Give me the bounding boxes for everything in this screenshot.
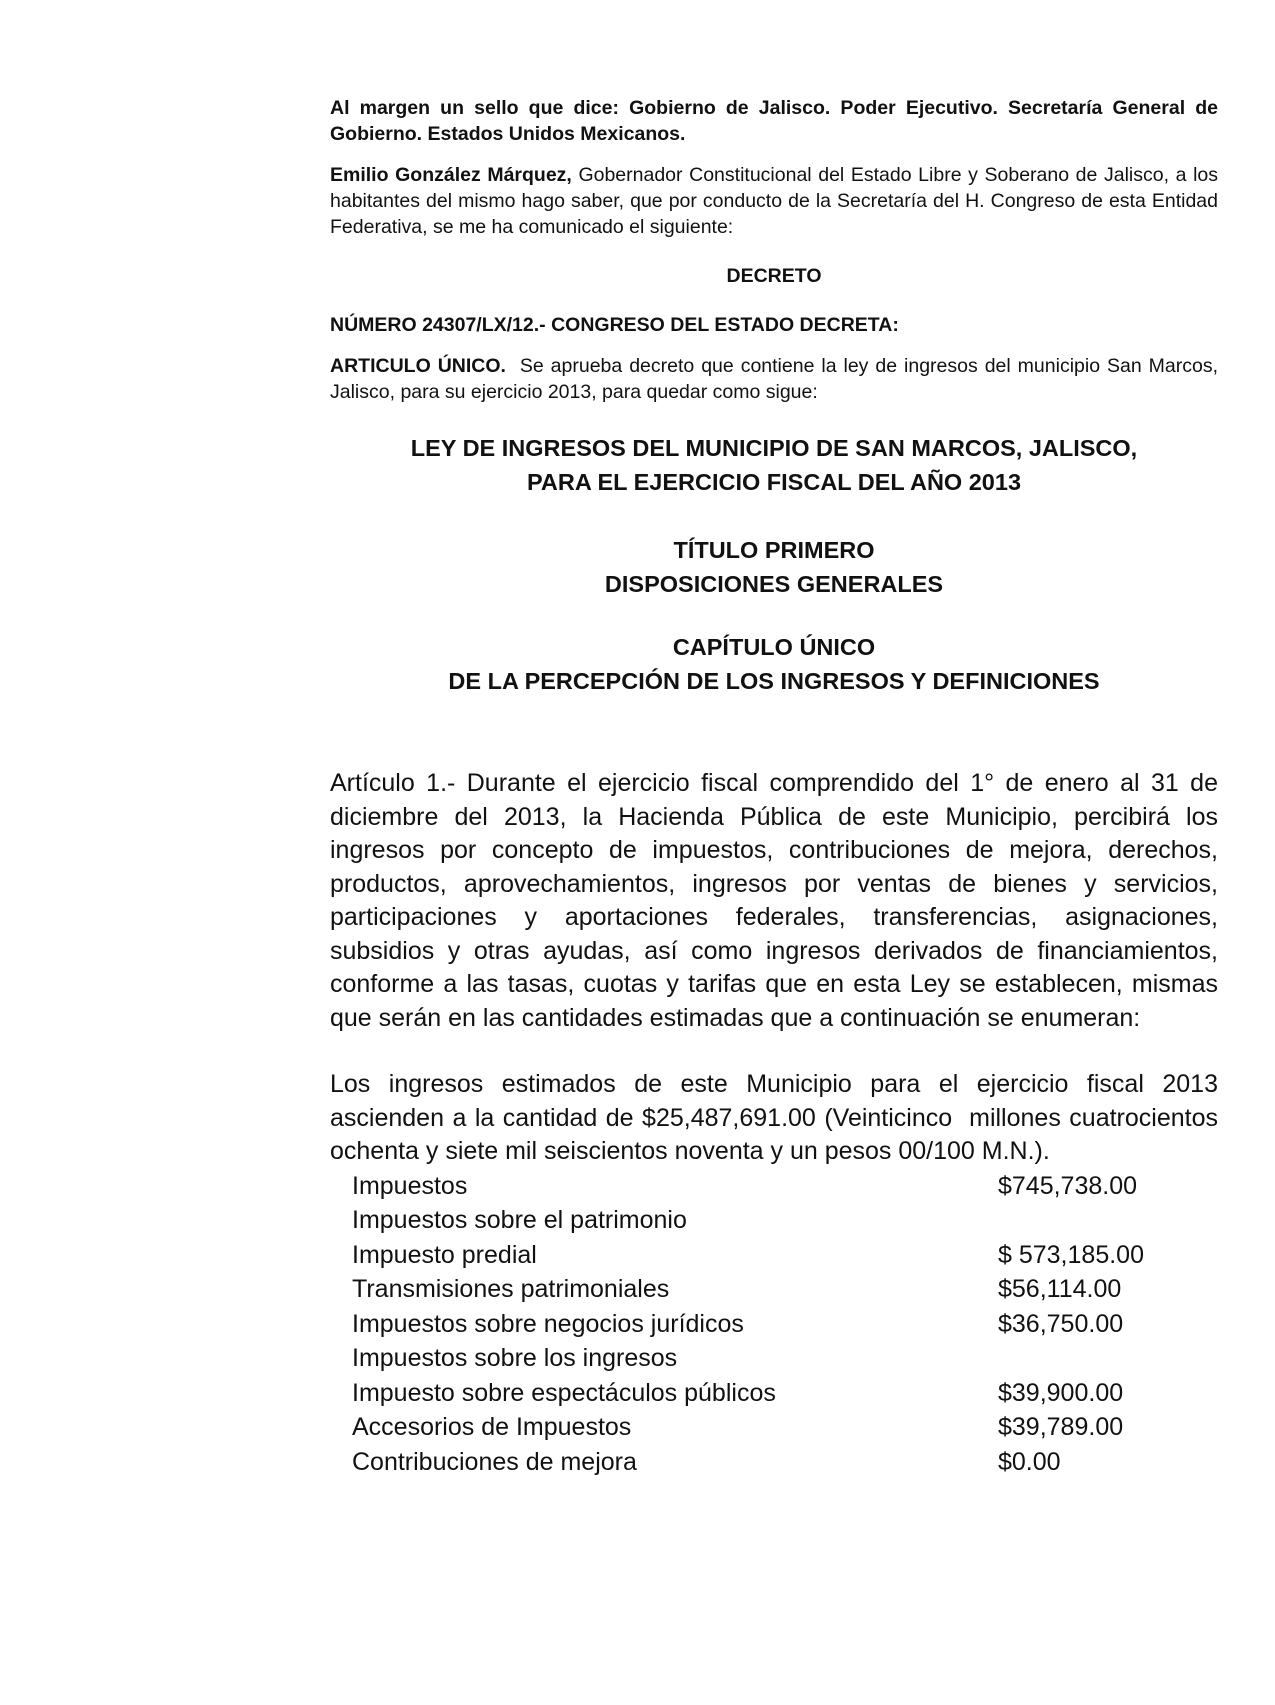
single-article: [330, 353, 1224, 405]
income-item-label: Impuestos sobre el patrimonio: [352, 1206, 687, 1234]
income-item: [330, 1272, 1218, 1307]
income-item-amount: $36,750.00: [998, 1309, 1124, 1338]
governor-name: Emilio González Márquez,: [330, 164, 572, 186]
income-list: [330, 1169, 1218, 1480]
income-item-amount: $0.00: [998, 1447, 1061, 1476]
title-heading: [330, 533, 1218, 601]
title-heading-line-2: DISPOSICIONES GENERALES: [604, 571, 944, 597]
decree-number: NÚMERO 24307/LX/12.- CONGRESO DEL ESTADO DECRETA:: [330, 314, 899, 336]
law-title-line-2: PARA EL EJERCICIO FISCAL DEL AÑO 2013: [526, 469, 1022, 495]
income-item-label: Accesorios de Impuestos: [352, 1413, 632, 1441]
stamp-note: Al margen un sello que dice: Gobierno de Jalisco. Poder Ejecutivo. Secretaría General de Gobierno. Estados Unidos Mexicanos.: [330, 97, 1218, 145]
income-item: [330, 1203, 1218, 1238]
chapter-heading-line-1: CAPÍTULO ÚNICO: [672, 634, 876, 660]
income-item-label: Impuestos sobre los ingresos: [352, 1344, 678, 1372]
income-item-amount: $ 573,185.00: [998, 1240, 1144, 1269]
income-item-amount: $39,789.00: [998, 1413, 1124, 1441]
law-title: [330, 431, 1218, 499]
income-item: [330, 1169, 1218, 1204]
income-item-label: Impuestos sobre negocios jurídicos: [352, 1309, 744, 1338]
chapter-heading-line-2: DE LA PERCEPCIÓN DE LOS INGRESOS Y DEFINICIONES: [448, 668, 1100, 694]
income-item-label: Impuesto predial: [352, 1240, 537, 1269]
document-page: [330, 95, 1225, 1479]
title-heading-line-1: TÍTULO PRIMERO: [673, 537, 875, 563]
income-item: [330, 1445, 1218, 1480]
income-item-amount: $745,738.00: [998, 1171, 1138, 1200]
estimated-income-paragraph: Los ingresos estimados de este Municipio para el ejercicio fiscal 2013 ascienden a la cantidad de $25,487,691.00 (Veinticinco millones cuatrocientos ochenta y siete mil seiscientos noventa y un pesos 00/100 M.N.).: [330, 1070, 1225, 1165]
income-item-label: Impuesto sobre espectáculos públicos: [352, 1378, 776, 1407]
income-item: [330, 1410, 1218, 1445]
income-item: [330, 1376, 1218, 1411]
single-article-text: Se aprueba decreto que contiene la ley de ingresos del municipio San Marcos, Jalisco, para su ejercicio 2013, para quedar como sigue:: [330, 355, 1224, 403]
chapter-heading: [330, 630, 1218, 698]
income-item: [330, 1307, 1218, 1342]
single-article-label: ARTICULO ÚNICO.: [330, 355, 506, 377]
preamble-text: Gobernador Constitucional del Estado Libre y Soberano de Jalisco, a los habitantes del mismo hago saber, que por conducto de la Secretaría del H. Congreso de esta Entidad Federativa, se me ha comunicado el siguiente:: [330, 164, 1218, 238]
income-item-amount: $39,900.00: [998, 1378, 1124, 1407]
income-item: [330, 1341, 1218, 1376]
preamble: [330, 162, 1218, 240]
income-item-amount: $56,114.00: [998, 1275, 1122, 1303]
law-title-line-1: LEY DE INGRESOS DEL MUNICIPIO DE SAN MARCOS, JALISCO,: [410, 435, 1138, 461]
income-item: [330, 1238, 1218, 1273]
income-item-label: Impuestos: [352, 1171, 468, 1200]
income-item-label: Contribuciones de mejora: [352, 1447, 637, 1476]
income-item-label: Transmisiones patrimoniales: [352, 1275, 670, 1303]
article-1: Artículo 1.- Durante el ejercicio fiscal comprendido del 1° de enero al 31 de diciembre del 2013, la Hacienda Pública de este Municipio, percibirá los ingresos por concepto de impuestos, contribuciones de mejora, derechos, productos, aprovechamientos, ingresos por ventas de bienes y servicios, participaciones y aportaciones federales, transferencias, asignaciones, subsidios y otras ayudas, así como ingresos derivados de financiamientos, conforme a las tasas, cuotas y tarifas que en esta Ley se establecen, mismas que serán en las cantidades estimadas que a continuación se enumeran:: [330, 769, 1218, 1032]
decree-heading: DECRETO: [726, 265, 822, 287]
